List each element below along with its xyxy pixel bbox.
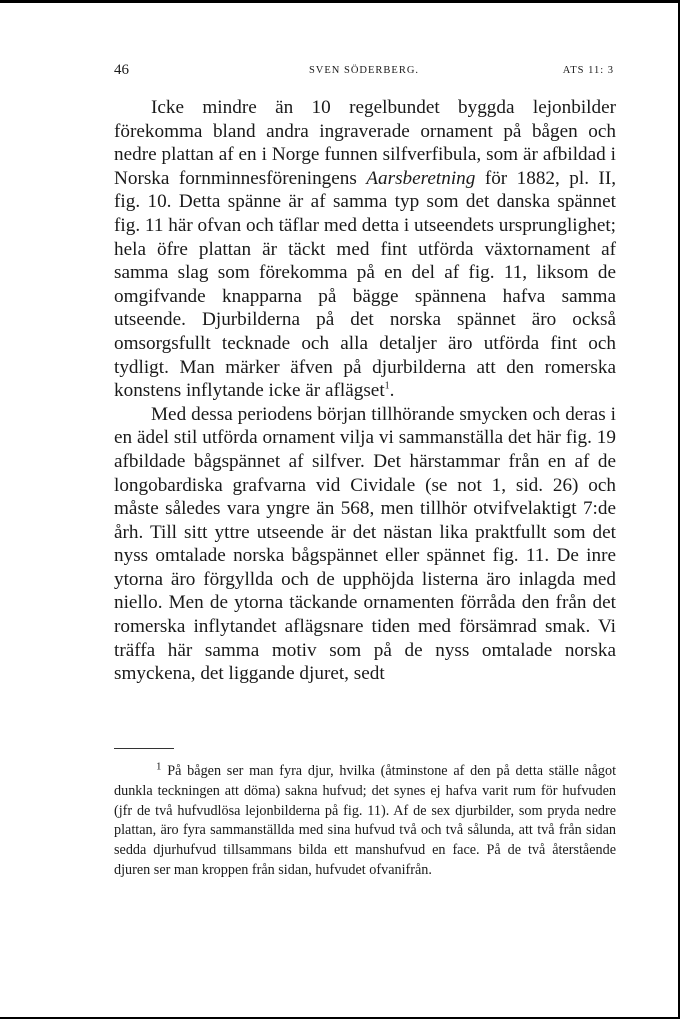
footnote-separator — [114, 748, 174, 749]
paragraph-1-text-b: för 1882, pl. II, fig. 10. Detta spänne är af samma typ som det danska spännet fig. 11 här ofvan och täflar med detta i utseendets ursprunglighet; hela öfre plattan är täckt med fint utförda växtornament af samma slag som förekomma på en del af fig. 11, liksom de omgifvande knapparna på bägge spännena hafva samma utseende. Djurbilderna på det norska spännet äro också omsorgsfullt tecknade och alla detaljer äro utförda fint och tydligt. Man märker äfven på djurbilderna att den romerska konstens inflytande icke är aflägset — [114, 167, 617, 402]
top-border-line — [0, 0, 680, 3]
paragraph-1 — [114, 96, 616, 403]
italic-title: Aarsberetning — [366, 167, 476, 189]
running-title: SVEN SÖDERBERG. — [308, 65, 420, 76]
paragraph-1-text-a: Icke mindre än 10 regelbundet byggda lejonbilder förekomma bland andra ingraverade ornament på bågen och nedre plattan af en i Norge funnen silfverfibula, som är afbildad i Norska fornminnesföreningens — [114, 97, 616, 189]
footnote-marker: 1 — [384, 380, 390, 392]
footnote-number: 1 — [156, 760, 162, 773]
footnote — [114, 762, 616, 881]
paragraph-1-text-end: . — [389, 380, 395, 402]
journal-reference: ATS 11: 3 — [562, 65, 614, 76]
footnote-text: På bågen ser man fyra djur, hvilka (åtminstone af den på detta ställe något dunkla teckningen att döma) sakna hufvud; det synes ej hafva varit rum för hufvuden (jfr de två hufvudlösa lejonbilderna på fig. 11). Af de sex djurbilder, som pryda nedre plattan, äro fyra sammanställda med sina hufvud två och två sålunda, att två från sidan sedda djurhufvud tillsammans bilda ett manshufvud en face. På de två återstående djuren ser man kroppen från sidan, hufvudet ofvanifrån. — [114, 763, 617, 878]
main-text — [114, 96, 616, 686]
paragraph-2: Med dessa periodens början tillhörande smycken och deras i en ädel stil utförda ornament vilja vi sammanställa det här fig. 19 afbildade bågspännet af silfver. Det härstammar från en af de longobardiska grafvarna vid Cividale (se not 1, sid. 26) och måste således vara yngre än 568, men tillhör otvifvelaktigt 7:de årh. Till sitt yttre utseende är det nästan lika praktfullt som det nyss omtalade norska bågspännet eller spännet fig. 11. De inre ytorna äro förgyllda och de upphöjda listerna äro inlagda med niello. Men de ytorna täckande ornamenten förråda den från det romerska inflytandet aflägsnare tiden med försämrad smak. Vi träffa här samma motiv som på de nyss omtalade norska smyckena, det liggande djuret, sedt — [114, 403, 616, 685]
page-number: 46 — [114, 62, 129, 78]
page-header — [114, 62, 614, 82]
